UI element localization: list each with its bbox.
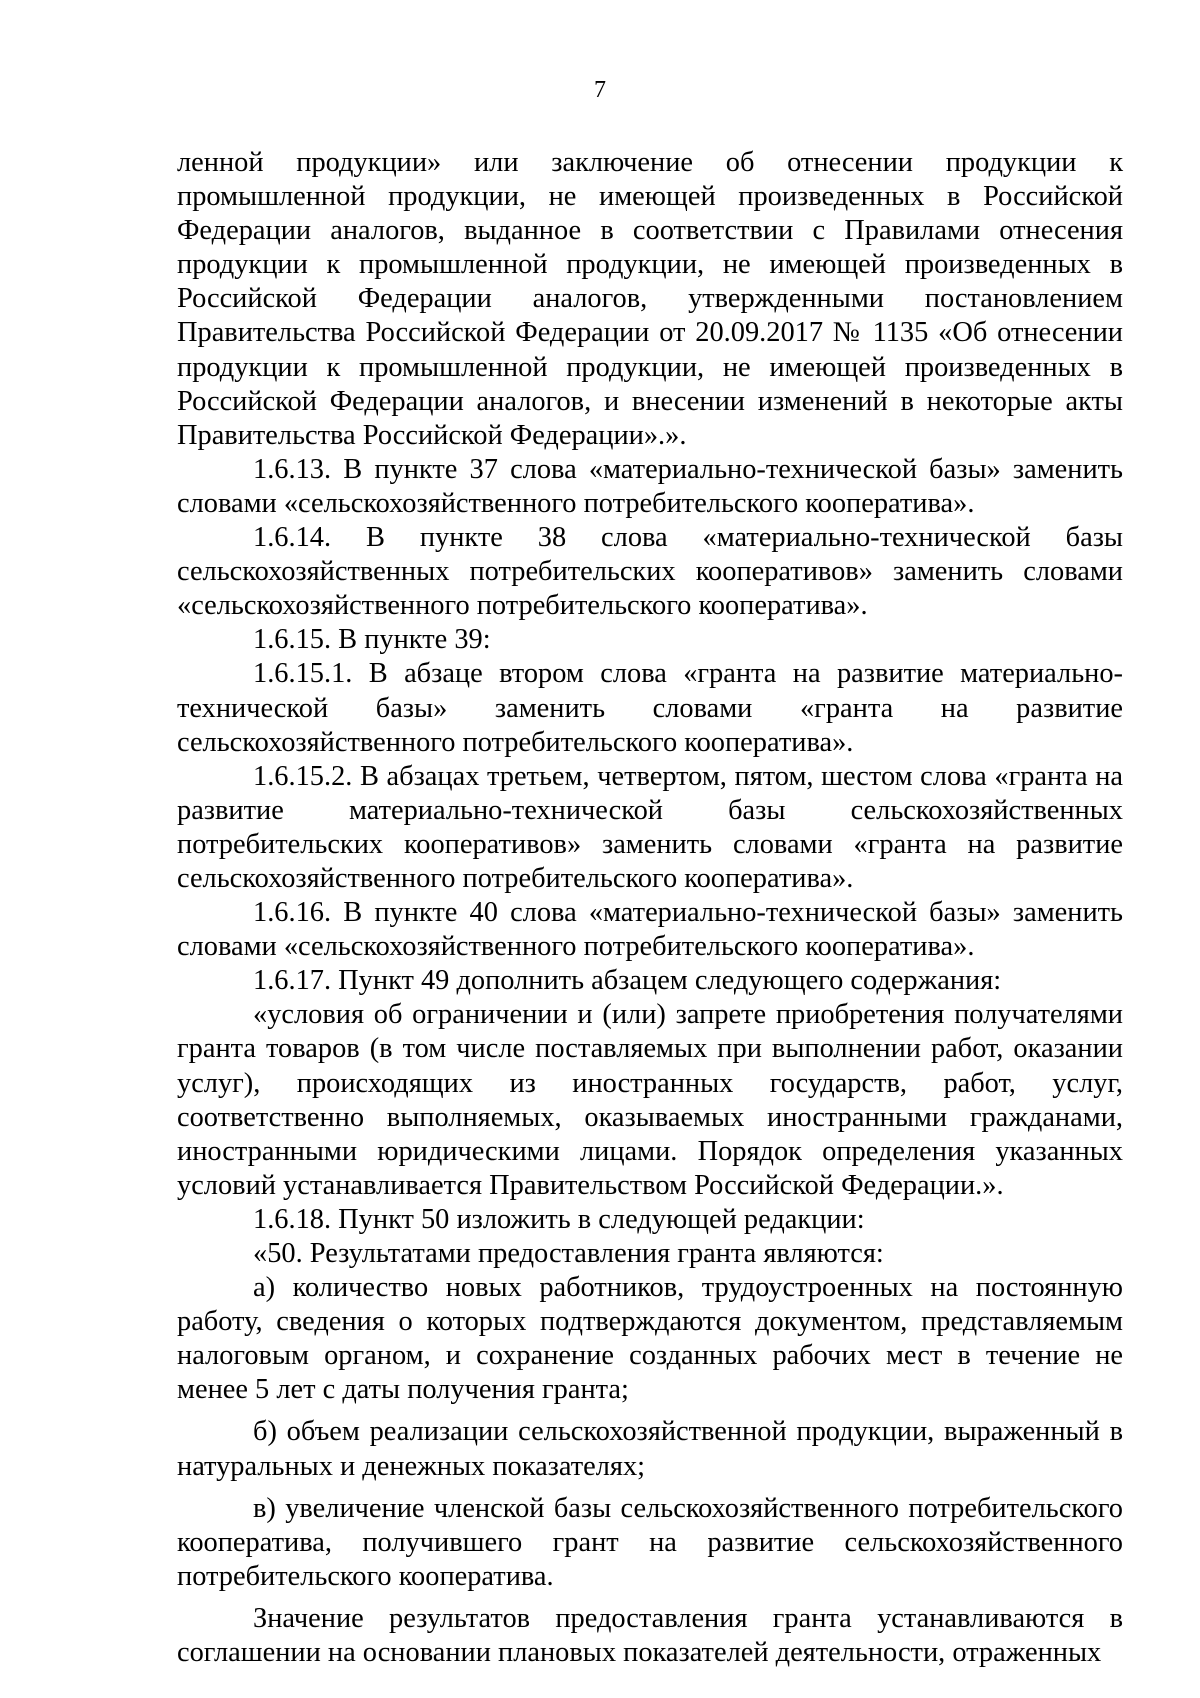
paragraph-item-v: в) увеличение членской базы сельскохозяйственного потребительского кооператива, получившего грант на развитие сельскохозяйственного потребительского кооператива.	[177, 1492, 1123, 1592]
paragraph-results-values: Значение результатов предоставления гранта устанавливаются в соглашении на основании плановых показателей деятельности, отраженных	[177, 1602, 1123, 1669]
paragraph-1-6-17: 1.6.17. Пункт 49 дополнить абзацем следующего содержания:	[253, 965, 1002, 997]
paragraph-1-6-15-2: 1.6.15.2. В абзацах третьем, четвертом, пятом, шестом слова «гранта на развитие материально-технической базы сельскохозяйственных потребительских кооперативов» заменить словами «гранта на развитие сельскохозяйственного потребительского кооператива».	[177, 760, 1123, 894]
page-number: 7	[594, 77, 606, 103]
paragraph-1-6-16: 1.6.16. В пункте 40 слова «материально-технической базы» заменить словами «сельскохозяйственного потребительского кооператива».	[177, 897, 1123, 963]
paragraph-item-50: «50. Результатами предоставления гранта являются:	[253, 1238, 884, 1269]
paragraph-1-6-14: 1.6.14. В пункте 38 слова «материально-технической базы сельскохозяйственных потребительских кооперативов» заменить словами «сельскохозяйственного потребительского кооператива».	[177, 522, 1123, 622]
paragraph-item-b: б) объем реализации сельскохозяйственной продукции, выраженный в натуральных и денежных показателях;	[177, 1416, 1123, 1482]
paragraph-item-a: а) количество новых работников, трудоустроенных на постоянную работу, сведения о которых подтверждаются документом, представляемым налоговым органом, и сохранение созданных рабочих мест в течение не менее 5 лет с даты получения гранта;	[177, 1272, 1123, 1406]
paragraph-continuation: ленной продукции» или заключение об отнесении продукции к промышленной продукции, не имеющей произведенных в Российской Федерации аналогов, выданное в соответствии с Правилами отнесения продукции к промышленной продукции, не имеющей произведенных в Российской Федерации аналогов, утвержденными постановлением Правительства Российской Федерации от 20.09.2017 № 1135 «Об отнесении продукции к промышленной продукции, не имеющей произведенных в Российской Федерации аналогов, и внесении изменений в некоторые акты Правительства Российской Федерации».».	[177, 147, 1123, 451]
paragraph-1-6-18: 1.6.18. Пункт 50 изложить в следующей редакции:	[253, 1203, 865, 1235]
paragraph-1-6-15-1: 1.6.15.1. В абзаце втором слова «гранта на развитие материально-технической базы» заменить словами «гранта на развитие сельскохозяйственного потребительского кооператива».	[177, 658, 1123, 758]
document-body	[177, 146, 1123, 1670]
paragraph-1-6-15: 1.6.15. В пункте 39:	[253, 624, 491, 656]
paragraph-conditions-quote: «условия об ограничении и (или) запрете приобретения получателями гранта товаров (в том числе поставляемых при выполнении работ, оказании услуг), происходящих из иностранных государств, работ, услуг, соответственно выполняемых, оказываемых иностранными гражданами, иностранными юридическими лицами. Порядок определения указанных условий устанавливается Правительством Российской Федерации.».	[177, 999, 1123, 1201]
paragraph-1-6-13: 1.6.13. В пункте 37 слова «материально-технической базы» заменить словами «сельскохозяйственного потребительского кооператива».	[177, 453, 1123, 519]
